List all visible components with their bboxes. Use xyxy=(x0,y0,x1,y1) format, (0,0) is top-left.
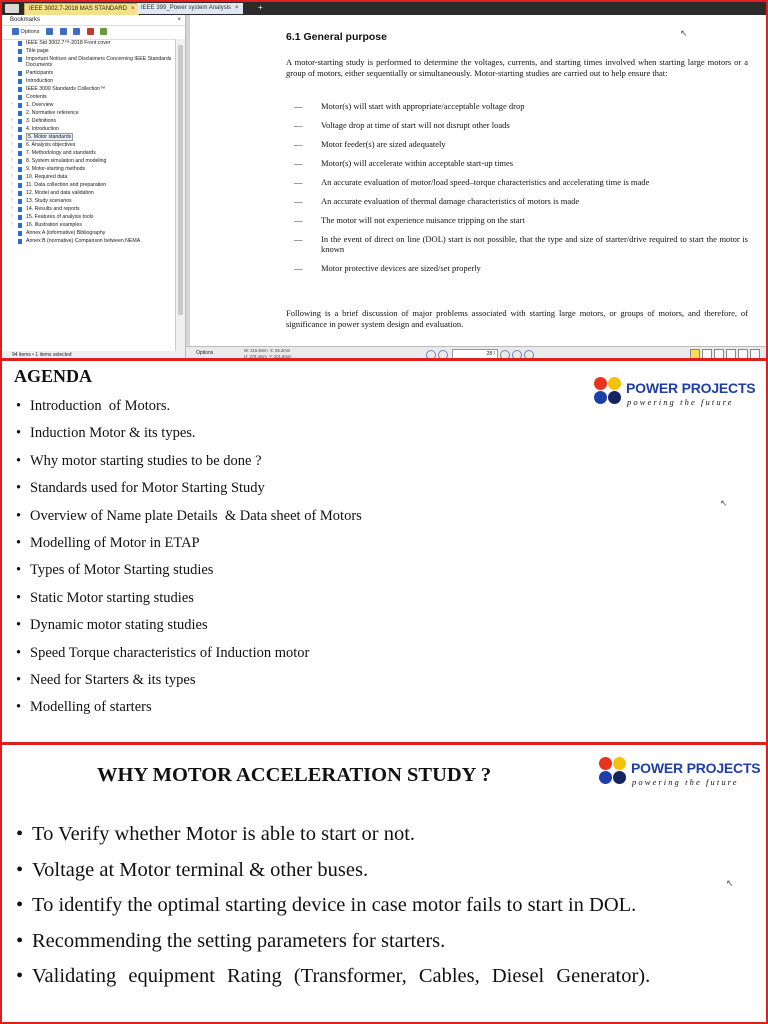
agenda-item xyxy=(16,667,362,694)
why-item xyxy=(16,924,736,960)
list-item xyxy=(294,177,748,187)
bookmark-label: 6. Analysis objectives xyxy=(26,142,76,148)
bookmark-item[interactable] xyxy=(2,85,174,93)
tab-label: IEEE 3002.7-2018 MAS STANDARD xyxy=(29,6,127,12)
bullet-marker: • xyxy=(16,699,22,716)
chevron-right-icon[interactable]: › xyxy=(11,213,13,219)
bookmark-label: Important Notices and Disclaimers Concerning IEEE Standards Documents xyxy=(26,56,172,68)
logo-dot-navy xyxy=(613,771,626,784)
bookmark-label: Contents xyxy=(26,94,47,100)
expand-all-icon[interactable] xyxy=(46,28,53,35)
menu-icon[interactable] xyxy=(5,4,19,13)
bookmark-label: 5. Motor standards xyxy=(28,134,72,140)
bookmark-item[interactable] xyxy=(2,165,174,173)
list-item-text: An accurate evaluation of motor/load speed–torque characteristics and accelerating time is made xyxy=(321,177,650,187)
chevron-right-icon[interactable]: › xyxy=(11,205,13,211)
chevron-right-icon[interactable]: › xyxy=(11,133,13,139)
why-item-text: To Verify whether Motor is able to start or not. xyxy=(32,823,416,845)
dash-marker: — xyxy=(294,120,303,130)
agenda-item xyxy=(16,612,362,639)
slide-title: WHY MOTOR ACCELERATION STUDY ? xyxy=(97,764,492,786)
logo-name: POWER PROJECTS xyxy=(626,380,756,396)
chevron-right-icon[interactable]: › xyxy=(11,149,13,155)
bookmark-label: 3. Definitions xyxy=(26,118,56,124)
bullet-marker: • xyxy=(16,823,24,845)
bookmark-icon xyxy=(18,41,22,46)
bookmark-icon xyxy=(18,167,22,172)
bookmark-label: IEEE 3000 Standards Collection™ xyxy=(26,86,106,92)
agenda-item-text: Induction Motor & its types. xyxy=(30,425,196,442)
agenda-item-text: Types of Motor Starting studies xyxy=(30,562,214,579)
bookmarks-sidebar xyxy=(2,15,186,360)
bookmark-icon xyxy=(18,111,22,116)
bookmark-label: 7. Methodology and standards xyxy=(26,150,96,156)
logo-dot-blue xyxy=(594,391,607,404)
bookmark-item[interactable] xyxy=(2,47,174,55)
list-item xyxy=(294,120,748,130)
chevron-right-icon[interactable]: › xyxy=(11,221,13,227)
agenda-item-text: Why motor starting studies to be done ? xyxy=(30,452,262,469)
bookmark-label: Annex B (normative) Comparison between NEMA xyxy=(26,238,141,244)
agenda-item-text: Overview of Name plate Details & Data sheet of Motors xyxy=(30,507,362,524)
bookmark-icon xyxy=(18,207,22,212)
continuous-icon[interactable] xyxy=(702,349,712,359)
add-bookmark-icon[interactable] xyxy=(73,28,80,35)
agenda-item xyxy=(16,448,362,475)
bullet-marker: • xyxy=(16,644,22,661)
page-number-input[interactable]: 28 / xyxy=(452,349,498,360)
status-toolbar xyxy=(186,346,766,360)
previous-page-icon[interactable] xyxy=(438,350,448,360)
dash-marker: — xyxy=(294,263,303,274)
chevron-right-icon[interactable]: › xyxy=(11,173,13,179)
bookmark-icon xyxy=(18,49,22,54)
list-item-text: Motor(s) will accelerate within acceptable start-up times xyxy=(321,158,514,168)
bookmark-icon xyxy=(18,71,22,76)
collapse-all-icon[interactable] xyxy=(60,28,67,35)
sidebar-status: 94 items • 1 items selected xyxy=(2,351,185,360)
agenda-item xyxy=(16,393,362,420)
why-item-text: Voltage at Motor terminal & other buses. xyxy=(32,858,369,881)
bullet-marker: • xyxy=(16,480,22,497)
bookmark-item[interactable] xyxy=(2,141,174,149)
tab-bar xyxy=(2,2,766,15)
bookmark-item[interactable] xyxy=(2,229,174,237)
next-page-icon[interactable] xyxy=(500,350,510,360)
bookmark-icon xyxy=(18,175,22,180)
list-item-text: Motor protective devices are sized/set properly xyxy=(321,263,481,274)
page-dimensions xyxy=(244,348,292,359)
bookmark-icon xyxy=(18,215,22,220)
arrow-cursor-icon: ↖ xyxy=(680,29,688,39)
sidebar-header xyxy=(2,15,185,26)
dash-marker: — xyxy=(294,158,303,168)
agenda-item xyxy=(16,557,362,584)
logo-mark xyxy=(599,757,627,787)
agenda-item xyxy=(16,475,362,502)
bookmark-label: Annex A (informative) Bibliography xyxy=(26,230,106,236)
agenda-item-text: Need for Starters & its types xyxy=(30,672,196,689)
agenda-item-text: Static Motor starting studies xyxy=(30,589,194,606)
bookmark-label: IEEE Std 3002.7™-2018 Front cover xyxy=(26,40,111,46)
agenda-list xyxy=(16,393,362,722)
bookmark-label: 1. Overview xyxy=(26,102,54,108)
last-page-icon[interactable] xyxy=(512,350,522,360)
agenda-item xyxy=(16,503,362,530)
bookmark-icon xyxy=(18,151,22,156)
options-dropdown[interactable]: Options xyxy=(196,350,214,356)
bookmark-label: 12. Model and data validation xyxy=(26,190,94,196)
list-item xyxy=(294,158,748,168)
options-icon[interactable] xyxy=(12,28,19,35)
chevron-right-icon[interactable]: › xyxy=(11,117,13,123)
facing-icon[interactable] xyxy=(714,349,724,359)
bookmark-item[interactable] xyxy=(2,157,174,165)
bookmark-icon xyxy=(18,87,22,92)
bookmark-icon xyxy=(18,199,22,204)
bookmark-item[interactable] xyxy=(2,149,174,157)
bookmark-icon xyxy=(18,191,22,196)
bullet-marker: • xyxy=(16,398,22,414)
bullet-marker: • xyxy=(16,425,22,442)
logo-dot-blue xyxy=(599,771,612,784)
bookmark-icon xyxy=(18,103,22,108)
bookmark-item[interactable] xyxy=(2,133,174,141)
why-list xyxy=(16,817,736,995)
bookmark-icon xyxy=(18,143,22,148)
bullet-marker: • xyxy=(16,858,24,881)
document-page xyxy=(186,15,766,347)
logo-mark xyxy=(594,377,622,407)
dash-marker: — xyxy=(294,215,303,225)
bookmark-icon xyxy=(18,95,22,100)
slide-title: AGENDA xyxy=(14,366,93,386)
agenda-item xyxy=(16,585,362,612)
bookmark-icon xyxy=(18,183,22,188)
sidebar-toolbar xyxy=(2,26,185,40)
intro-paragraph: A motor-starting study is performed to determine the voltages, currents, and starting times involved when starting large motors or a group of motors, either sequentially or simultaneously. Motor-starting studies are carried out to help ensure that: xyxy=(286,57,748,78)
bullet-marker: • xyxy=(16,562,22,579)
bookmark-item[interactable] xyxy=(2,69,174,77)
agenda-item-text: Standards used for Motor Starting Study xyxy=(30,480,265,497)
bookmark-label: 14. Results and reports xyxy=(26,206,80,212)
tab-label: IEEE 399_Power system Analysis xyxy=(141,5,232,11)
logo-tagline: powering the future xyxy=(627,397,734,407)
list-item xyxy=(294,263,748,273)
bookmark-label: 11. Data collection and preparation xyxy=(26,182,107,188)
bookmark-icon xyxy=(18,239,22,244)
bookmark-label: Participants xyxy=(26,70,54,76)
back-icon[interactable] xyxy=(524,350,534,360)
logo-dot-yellow xyxy=(608,377,621,390)
bookmark-label: 15. Features of analysis tools xyxy=(26,214,94,220)
arrow-cursor-icon: ↖ xyxy=(726,879,734,889)
bookmark-label: Introduction xyxy=(26,78,54,84)
splitter[interactable] xyxy=(186,15,190,347)
bookmark-icon xyxy=(18,231,22,236)
bookmark-item[interactable] xyxy=(2,117,174,125)
bookmark-label: Title page xyxy=(26,48,49,54)
logo-dot-red xyxy=(594,377,607,390)
agenda-slide xyxy=(0,359,768,744)
cover-icon[interactable] xyxy=(726,349,736,359)
list-item xyxy=(294,215,748,225)
why-item xyxy=(16,817,736,853)
bookmark-icon xyxy=(18,135,22,140)
list-item xyxy=(294,139,748,149)
zoom-out-icon[interactable] xyxy=(738,349,748,359)
agenda-item-text: Introduction of Motors. xyxy=(30,398,171,414)
height-readout: H: 279.4mm xyxy=(244,353,267,359)
why-item-text: Validating equipment Rating (Transformer, Cables, Diesel Generator). xyxy=(32,965,651,988)
footer-paragraph: Following is a brief discussion of major problems associated with starting large motors, or groups of motors, and therefore, of significance in power system design and evaluation. xyxy=(286,308,748,329)
bullet-marker: • xyxy=(16,672,22,689)
bookmark-icon xyxy=(18,57,22,62)
agenda-item xyxy=(16,530,362,557)
why-item-text: Recommending the setting parameters for starters. xyxy=(32,929,446,952)
bookmark-icon xyxy=(18,127,22,132)
new-tab-button[interactable]: + xyxy=(258,3,263,12)
bookmark-label: 8. System simulation and modeling xyxy=(26,158,107,164)
dash-marker: — xyxy=(294,101,303,111)
close-icon[interactable]: × xyxy=(177,17,181,23)
chevron-right-icon[interactable]: › xyxy=(11,125,13,131)
y-readout: Y: 201.8mm xyxy=(269,353,292,359)
bookmark-item[interactable] xyxy=(2,39,174,47)
bookmark-icon xyxy=(18,159,22,164)
width-readout: W: 215.9mm xyxy=(244,348,268,353)
requirement-list xyxy=(294,101,748,282)
list-item xyxy=(294,234,748,255)
logo-dot-yellow xyxy=(613,757,626,770)
list-item xyxy=(294,196,748,206)
why-study-slide xyxy=(0,743,768,1024)
first-page-icon[interactable] xyxy=(426,350,436,360)
arrow-cursor-icon: ↖ xyxy=(720,499,728,509)
close-tab-icon[interactable]: × xyxy=(130,6,135,12)
agenda-item-text: Modelling of Motor in ETAP xyxy=(30,535,200,552)
bookmark-item[interactable] xyxy=(2,173,174,181)
bookmark-properties-icon[interactable] xyxy=(100,28,107,35)
bookmark-item[interactable] xyxy=(2,101,174,109)
single-page-icon[interactable] xyxy=(690,349,700,359)
agenda-item xyxy=(16,694,362,721)
scrollbar-thumb[interactable] xyxy=(178,45,183,315)
agenda-item-text: Dynamic motor stating studies xyxy=(30,617,208,634)
dash-marker: — xyxy=(294,177,303,187)
agenda-item-text: Speed Torque characteristics of Induction motor xyxy=(30,644,310,661)
bookmark-label: 4. Introduction xyxy=(26,126,59,132)
list-item-text: Voltage drop at time of start will not disrupt other loads xyxy=(321,120,510,130)
bookmark-label: 13. Study scenarios xyxy=(26,198,72,204)
bullet-marker: • xyxy=(16,929,24,952)
dash-marker: — xyxy=(294,139,303,149)
bullet-marker: • xyxy=(16,535,22,552)
bookmark-icon xyxy=(18,223,22,228)
options-button[interactable]: Options xyxy=(20,29,40,35)
list-item-text: In the event of direct on line (DOL) start is not possible, that the type and size of starter/drive required to start the motor is known xyxy=(321,234,748,255)
sidebar-title: Bookmarks xyxy=(10,17,41,23)
chevron-right-icon[interactable]: › xyxy=(11,157,13,163)
x-readout: X: 55.2mm xyxy=(270,348,291,353)
section-heading: 6.1 General purpose xyxy=(286,31,387,43)
bookmark-label: 16. Illustration examples xyxy=(26,222,82,228)
dash-marker: — xyxy=(294,234,303,244)
bookmark-icon xyxy=(18,79,22,84)
power-projects-logo xyxy=(599,757,759,793)
logo-dot-navy xyxy=(608,391,621,404)
logo-dot-red xyxy=(599,757,612,770)
delete-bookmark-icon[interactable] xyxy=(87,28,94,35)
list-item xyxy=(294,101,748,111)
chevron-right-icon[interactable]: › xyxy=(11,141,13,147)
bullet-marker: • xyxy=(16,507,22,524)
why-item-text: To identify the optimal starting device in case motor fails to start in DOL. xyxy=(32,894,637,917)
close-tab-icon[interactable]: × xyxy=(235,5,239,11)
bookmark-item[interactable] xyxy=(2,237,174,245)
bookmark-item[interactable] xyxy=(2,109,174,117)
bookmark-list xyxy=(2,39,174,351)
bookmark-item[interactable] xyxy=(2,221,174,229)
bullet-marker: • xyxy=(16,894,24,917)
zoom-in-icon[interactable] xyxy=(750,349,760,359)
agenda-item-text: Modelling of starters xyxy=(30,699,152,716)
logo-tagline: powering the future xyxy=(632,777,739,787)
bullet-marker: • xyxy=(16,589,22,606)
bookmark-item[interactable] xyxy=(2,189,174,197)
tab-ieee-399[interactable] xyxy=(137,3,243,14)
why-item xyxy=(16,888,736,924)
chevron-right-icon[interactable]: › xyxy=(11,189,13,195)
bookmark-item[interactable] xyxy=(2,181,174,189)
power-projects-logo xyxy=(594,377,754,413)
list-item-text: The motor will not experience nuisance tripping on the start xyxy=(321,215,525,225)
why-item xyxy=(16,853,736,889)
bookmark-item[interactable] xyxy=(2,205,174,213)
chevron-right-icon[interactable]: › xyxy=(11,181,13,187)
why-item xyxy=(16,959,736,995)
bookmark-item[interactable] xyxy=(2,77,174,85)
chevron-right-icon[interactable]: › xyxy=(11,165,13,171)
chevron-right-icon[interactable]: › xyxy=(11,197,13,203)
page-navigation xyxy=(426,349,546,359)
bookmark-item[interactable] xyxy=(2,55,174,69)
list-item-text: Motor feeder(s) are sized adequately xyxy=(321,139,446,149)
bullet-marker: • xyxy=(16,965,24,988)
list-item-text: Motor(s) will start with appropriate/acceptable voltage drop xyxy=(321,101,525,111)
logo-name: POWER PROJECTS xyxy=(631,760,761,776)
agenda-item xyxy=(16,420,362,447)
sidebar-scrollbar[interactable] xyxy=(175,39,185,351)
bullet-marker: • xyxy=(16,452,22,469)
pdf-viewer-panel xyxy=(0,0,768,360)
bookmark-item[interactable] xyxy=(2,93,174,101)
bookmark-label: 2. Normative reference xyxy=(26,110,79,116)
bookmark-label: 9. Motor-starting methods xyxy=(26,166,86,172)
bullet-marker: • xyxy=(16,617,22,634)
bookmark-icon xyxy=(18,119,22,124)
dash-marker: — xyxy=(294,196,303,206)
agenda-item xyxy=(16,640,362,667)
bookmark-item[interactable] xyxy=(2,125,174,133)
bookmark-label: 10. Required data xyxy=(26,174,68,180)
bookmark-item[interactable] xyxy=(2,197,174,205)
list-item-text: An accurate evaluation of thermal damage characteristics of motors is made xyxy=(321,196,580,206)
bookmark-item[interactable] xyxy=(2,213,174,221)
chevron-right-icon[interactable]: › xyxy=(11,101,13,107)
